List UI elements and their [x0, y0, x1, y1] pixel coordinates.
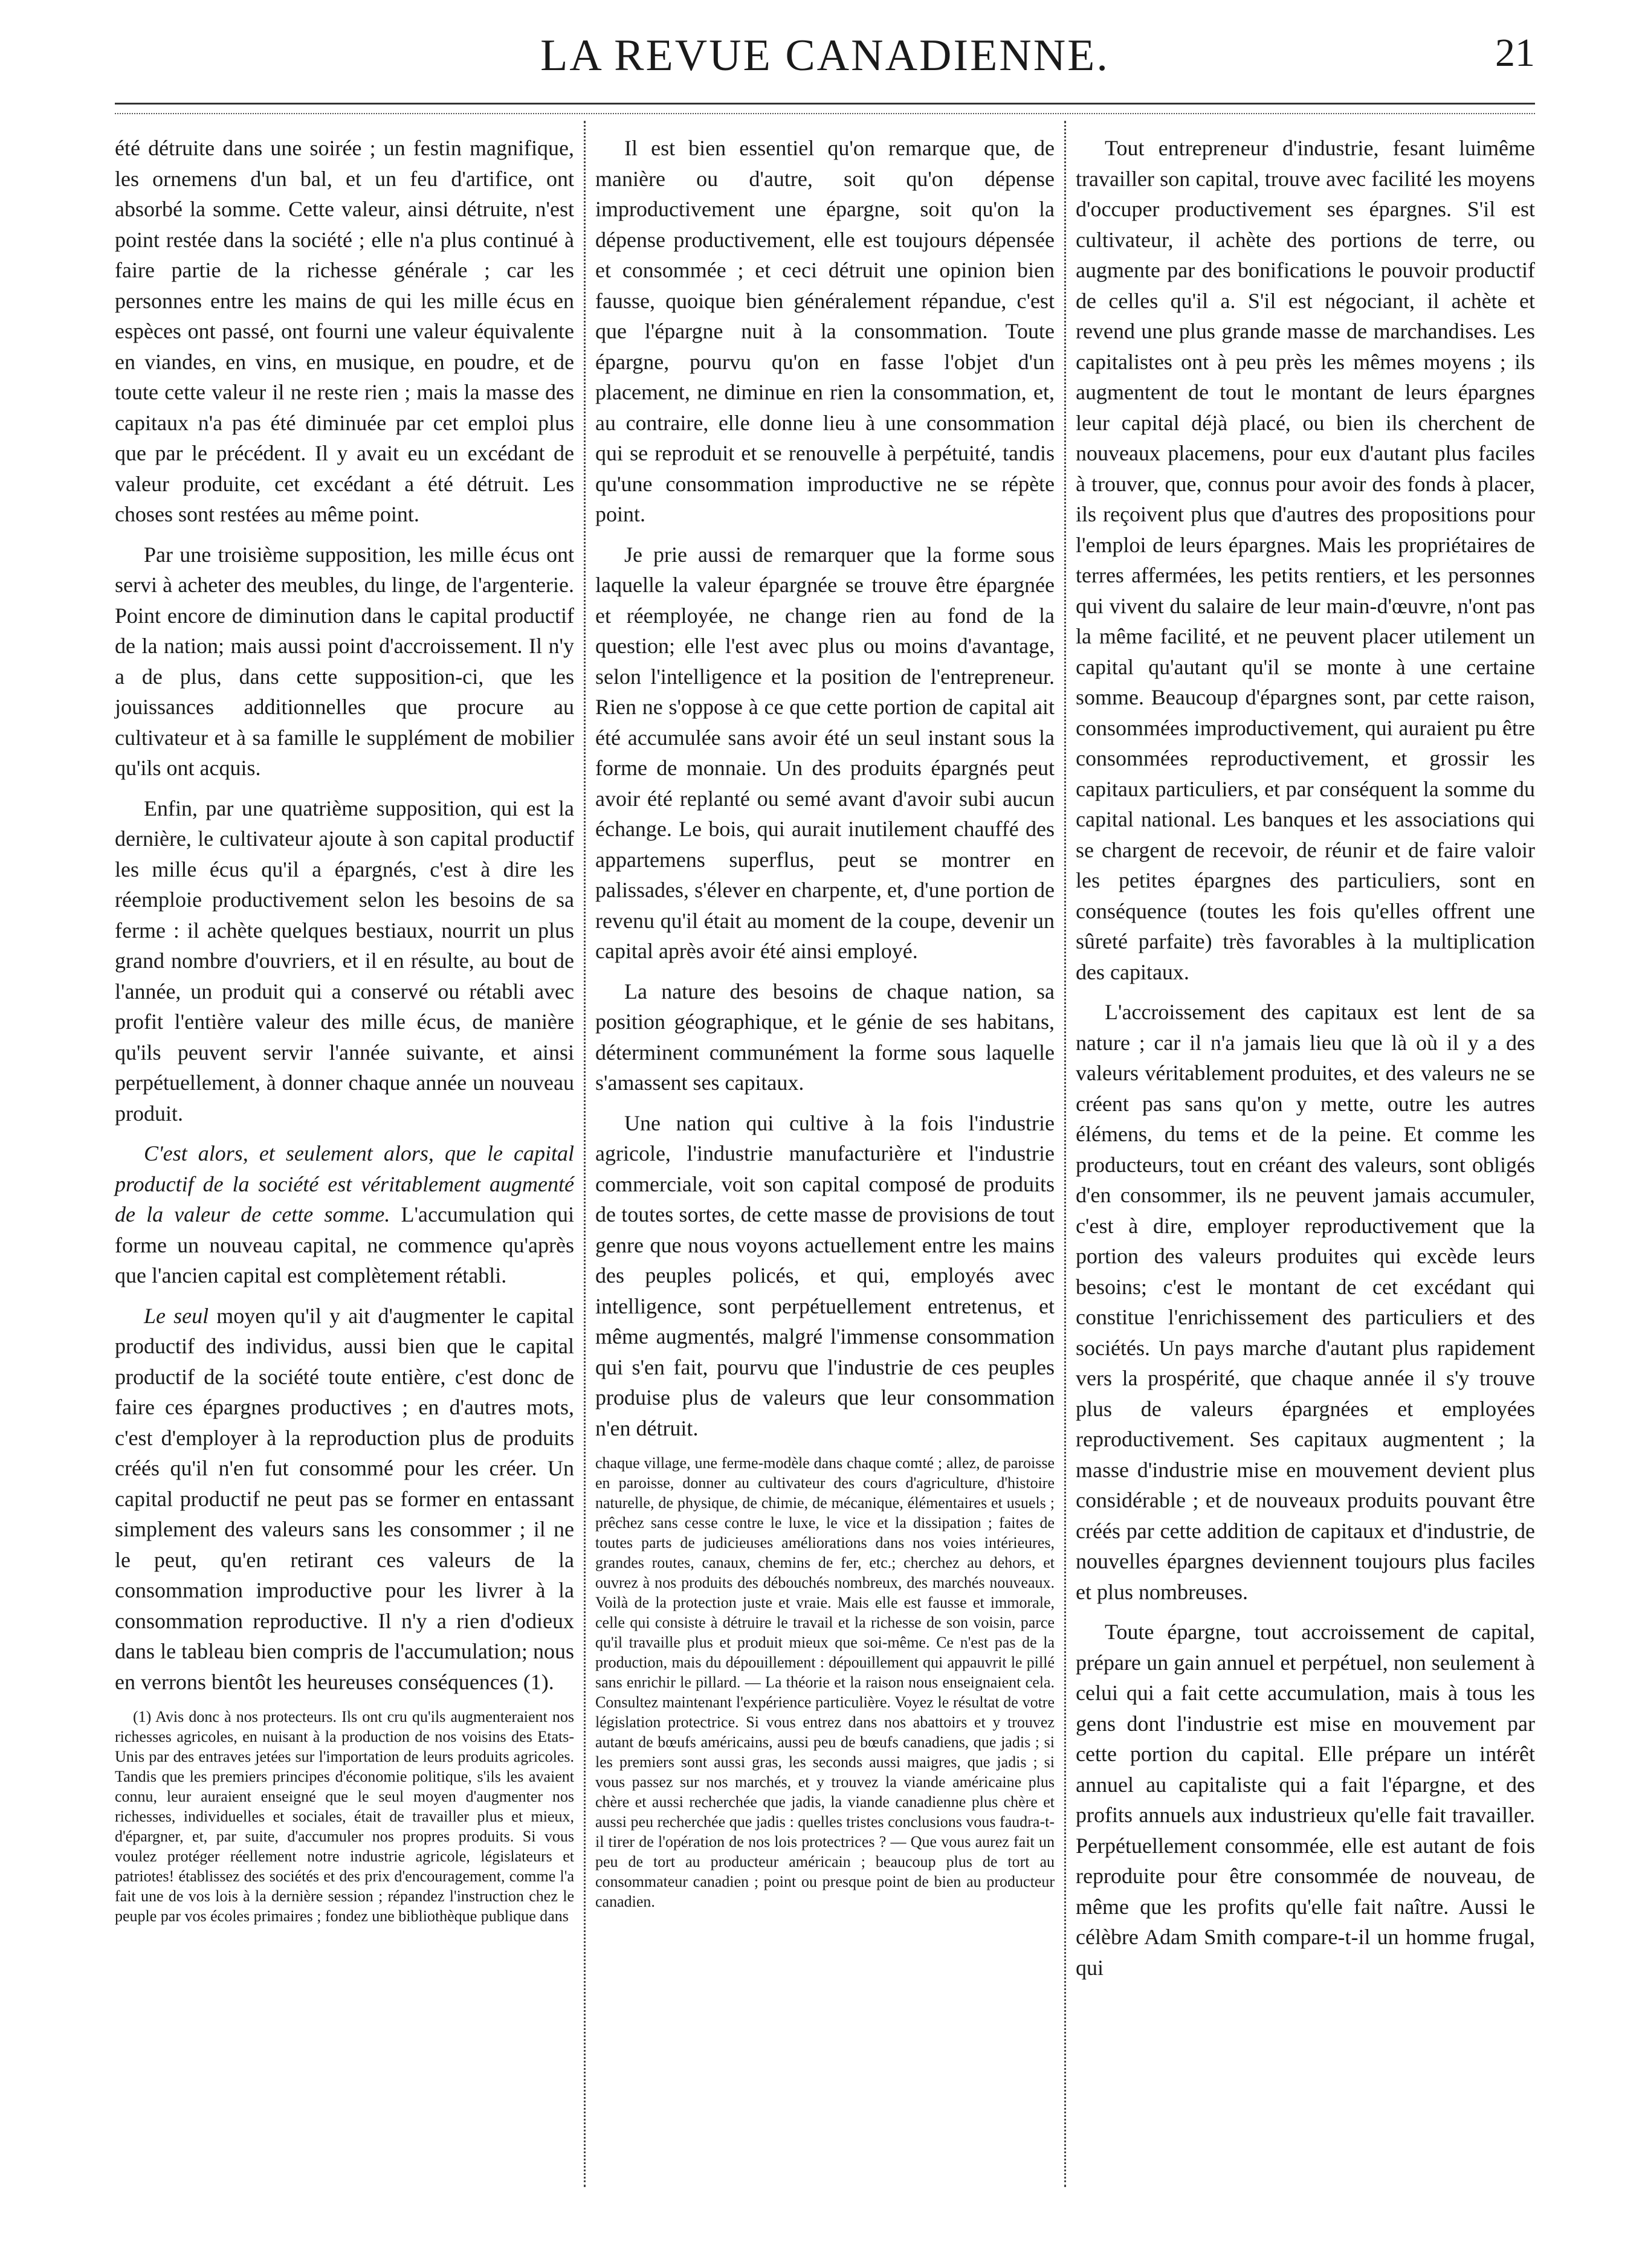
- paragraph: Toute épargne, tout accroissement de capital, prépare un gain annuel et perpétuel, non seulement à celui qui a fait cette accumulation, mais à tous les gens dont l'industrie est mise en mouvement par cette portion du capital. Elle prépare un intérêt annuel au capitaliste qui a fait l'épargne, et des profits annuels aux industrieux qu'elle fait travailler. Perpétuellement consommée, elle est autant de fois reproduite pour être consommée de nouveau, de même que les profits qu'elle fait naître. Aussi le célèbre Adam Smith compare-t-il un homme frugal, qui: [1076, 1620, 1535, 1980]
- paragraph: [115, 1138, 574, 1291]
- paragraph: La nature des besoins de chaque nation, sa position géographique, et le génie de ses habitans, déterminent communément la forme sous laquelle s'amassent ses capitaux.: [595, 979, 1055, 1095]
- column-3: [1076, 133, 1535, 1993]
- column-1: [115, 133, 574, 1926]
- column-divider: [584, 121, 586, 2187]
- page-header: [115, 24, 1535, 97]
- paragraph: L'accroissement des capitaux est lent de sa nature ; car il n'a jamais lieu que là où il y a des valeurs véritablement produites, et des valeurs ne se créent pas sans qu'on y mette, outre les autres élémens, du tems et de la peine. Et comme les producteurs, tout en créant des valeurs, sont obligés d'en consommer, ils ne peuvent jamais accumuler, c'est à dire, employer reproductivement que la portion des valeurs produites qui excède leurs besoins; c'est le montant de cet excédant qui constitue l'enrichissement des particuliers et des sociétés. Un pays marche d'autant plus rapidement vers la prospérité, que chaque année il s'y trouve plus de valeurs épargnées et employées reproductivement. Ses capitaux augmentent ; la masse d'industrie mise en mouvement devient plus considérable ; et de nouveaux produits pouvant être créés par cette addition de capitaux et d'industrie, de nouvelles épargnes deviennent toujours plus faciles et plus nombreuses.: [1076, 1000, 1535, 1604]
- column-2: [595, 133, 1055, 1912]
- footnote-continued: chaque village, une ferme-modèle dans chaque comté ; allez, de paroisse en paroisse, donner au cultivateur des cours d'agriculture, d'histoire naturelle, de physique, de chimie, de mécanique, élémentaires et usuels ; prêchez sans cesse contre le luxe, le vice et la dissipation ; faites de toutes parts de judicieuses améliorations dans nos voies intérieures, grandes routes, canaux, chemins de fer, etc.; cherchez au dehors, et ouvrez à nos produits des débouchés nombreux, des marchés nouveaux. Voilà de la protection juste et vraie. Mais elle est fausse et immorale, celle qui consiste à détruire le travail et la richesse de son voisin, parce qu'il travaille plus et produit mieux que soi-même. Ce n'est pas de la production, mais du dépouillement : dépouillement qui appauvrit le pillé sans enrichir le pillard. — La théorie et la raison nous enseignaient cela. Consultez maintenant l'expérience particulière. Voyez le résultat de votre législation protectrice. Si vous entrez dans nos abattoirs et y trouvez autant de bœufs américains, aussi peu de bœufs canadiens, que jadis ; si les premiers sont aussi gras, les seconds aussi maigres, que jadis ; si vous passez sur nos marchés, et y trouvez la viande américaine plus chère et aussi recherchée que jadis, la viande canadienne plus chère et aussi peu recherchée que jadis : quelles tristes conclusions vous faudra-t-il tirer de l'opération de nos lois protectrices ? — Que vous aurez fait un peu de tort au producteur américain ; beaucoup plus de tort au consommateur canadien ; point ou presque point de bien au producteur canadien.: [595, 1454, 1055, 1910]
- paragraph: été détruite dans une soirée ; un festin magnifique, les ornemens d'un bal, et un feu d'artifice, ont absorbé la somme. Cette valeur, ainsi détruite, n'est point restée dans la société ; elle n'a plus continué à faire partie de la richesse générale ; car les personnes entre les mains de qui les mille écus en espèces ont passé, ont fourni une valeur équivalente en viandes, en vins, en musique, en poudre, et de toute cette valeur il ne reste rien ; mais la masse des capitaux n'a pas été diminuée par cet emploi plus que par le précédent. Il y avait eu un excédant de valeur produite, cet excédant a été détruit. Les choses sont restées au même point.: [115, 136, 574, 526]
- paragraph: Je prie aussi de remarquer que la forme sous laquelle la valeur épargnée se trouve être épargnée et réemployée, ne change rien au fond de la question; elle l'est avec plus ou moins d'avantage, selon l'intelligence et la position de l'entrepreneur. Rien ne s'oppose à ce que cette portion de capital ait été accumulée sans avoir été un seul instant sous la forme de monnaie. Un des produits épargnés peut avoir été replanté ou semé avant d'avoir subi aucun échange. Le bois, qui aurait inutilement chauffé des appartemens superflus, peut se montrer en palissades, s'élever en charpente, et, d'une portion de revenu qu'il était au moment de la coupe, devenir un capital après avoir été ainsi employé.: [595, 542, 1055, 963]
- paragraph: Enfin, par une quatrième supposition, qui est la dernière, le cultivateur ajoute à son capital productif les mille écus qu'il a épargnés, c'est à dire les réemploie productivement selon les besoins de sa ferme : il achète quelques bestiaux, nourrit un plus grand nombre d'ouvriers, et il en résulte, au bout de l'année, un produit qui a conservé ou rétabli avec profit l'entière valeur des mille écus, de manière qu'ils peuvent servir l'année suivante, et ainsi perpétuellement, à donner chaque année un nouveau produit.: [115, 796, 574, 1126]
- paragraph-text: moyen qu'il y ait d'augmenter le capital productif des individus, aussi bien que le capital productif de la société toute entière, c'est donc de faire ces épargnes productives ; en d'autres mots, c'est d'employer à la reproduction plus de produits créés qu'il n'en fut consommé pour les créer. Un capital productif ne peut pas se former en entassant simplement des valeurs sans les consommer ; il ne le peut, qu'en retirant ces valeurs de la consommation improductive pour les livrer à la consommation reproductive. Il n'y a rien d'odieux dans le tableau bien compris de l'accumulation; nous en verrons bientôt les heureuses conséquences (1).: [115, 1303, 574, 1694]
- paragraph: Une nation qui cultive à la fois l'industrie agricole, l'industrie manufacturière et l'industrie commerciale, voit son capital composé de produits de toutes sortes, de cette masse de provisions de tout genre que nous voyons actuellement entre les mains des peuples policés, et qui, employés avec intelligence, sont perpétuellement entretenus, et même augmentés, malgré l'immense consommation qui s'en fait, pourvu que l'industrie de ces peuples produise plus de valeurs que leur consommation n'en détruit.: [595, 1110, 1055, 1440]
- paragraph-text: L'accumulation qui forme un nouveau capital, ne commence qu'après que l'ancien capital est complètement rétabli.: [115, 1202, 575, 1287]
- column-divider: [1064, 121, 1066, 2187]
- paragraph: Il est bien essentiel qu'on remarque que, de manière ou d'autre, soit qu'on dépense improductivement une épargne, soit qu'on la dépense productivement, elle est toujours dépensée et consommée ; et ceci détruit une opinion bien fausse, quoique bien généralement répandue, c'est que l'épargne nuit à la consommation. Toute épargne, pourvu qu'on en fasse l'objet d'un placement, ne diminue en rien la consommation, et, au contraire, elle donne lieu à une consommation qui se reproduit et se renouvelle à perpétuité, tandis qu'une consommation improductive ne se répète point.: [595, 136, 1055, 526]
- paragraph: [115, 1301, 574, 1698]
- emphasis: Le seul: [144, 1303, 209, 1328]
- header-rule: [115, 103, 1535, 114]
- running-title: LA REVUE CANADIENNE.: [540, 31, 1110, 80]
- paragraph: Tout entrepreneur d'industrie, fesant luimême travailler son capital, trouve avec facilité les moyens d'occuper productivement ses épargnes. S'il est cultivateur, il achète des portions de terre, ou augmente par des bonifications le pouvoir productif de celles qu'il a. S'il est négociant, il achète et revend une plus grande masse de marchandises. Les capitalistes ont à peu près les mêmes moyens ; ils augmentent de tout le montant de leurs épargnes leur capital déjà placé, ou bien ils cherchent de nouveaux placemens, pour eux d'autant plus faciles à trouver, que, connus pour avoir des fonds à placer, ils reçoivent plus que d'autres des propositions pour l'emploi de leurs épargnes. Mais les propriétaires de terres affermées, les petits rentiers, et les personnes qui vivent du salaire de leur main-d'œuvre, n'ont pas la même facilité, et ne peuvent placer utilement un capital qu'autant qu'il se monte à une certaine somme. Beaucoup d'épargnes sont, par cette raison, consommées improductivement, qui auraient pu être consommées reproductivement, et grossir les capitaux particuliers, et par conséquent la somme du capital national. Les banques et les associations qui se chargent de recevoir, de réunir et de faire valoir les petites épargnes des particuliers, sont en conséquence (toutes les fois qu'elles offrent une sûreté parfaite) très favorables à la multiplication des capitaux.: [1076, 136, 1535, 984]
- paragraph: Par une troisième supposition, les mille écus ont servi à acheter des meubles, du linge, de l'argenterie. Point encore de diminution dans le capital productif de la nation; mais aussi point d'accroissement. Il n'y a de plus, dans cette supposition-ci, que les jouissances additionnelles que procure au cultivateur et à sa famille le supplément de mobilier qu'ils ont acquis.: [115, 542, 574, 780]
- emphasis: C'est alors, et seulement alors, que le capital productif de la société est véritablement augmenté de la valeur de cette somme.: [115, 1141, 574, 1226]
- page-number: 21: [1495, 31, 1535, 75]
- footnote: (1) Avis donc à nos protecteurs. Ils ont cru qu'ils augmenteraient nos richesses agricoles, en nuisant à la production de nos voisins des Etats-Unis par des entraves jetées sur l'importation de leurs produits agricoles. Tandis que les premiers principes d'économie politique, s'ils les avaient connu, leur auraient enseigné que le seul moyen d'augmenter nos richesses, individuelles et sociales, était de travailler plus et mieux, d'épargner, et, par suite, d'accumuler nos propres produits. Si vous voulez protéger réellement notre industrie agricole, législateurs et patriotes! établissez des sociétés et des prix d'encouragement, comme l'a fait une de vos lois à la dernière session ; répandez l'instruction chez le peuple par vos écoles primaires ; fondez une bibliothèque publique dans: [115, 1708, 574, 1925]
